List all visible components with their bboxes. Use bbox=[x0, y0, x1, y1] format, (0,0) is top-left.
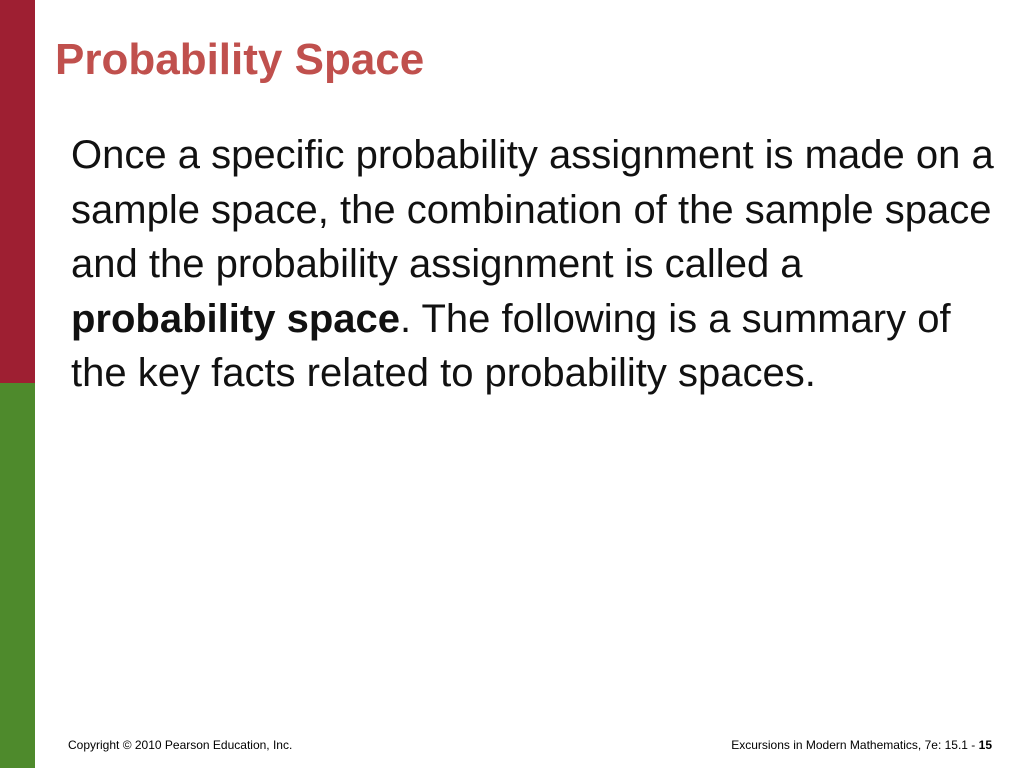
slide-title: Probability Space bbox=[55, 35, 425, 84]
footer-copyright: Copyright © 2010 Pearson Education, Inc. bbox=[68, 738, 293, 752]
footer-book-reference bbox=[731, 738, 992, 752]
footer-book-title: Excursions in Modern Mathematics, 7e: 15.1 - bbox=[731, 738, 979, 752]
body-text-after: . The following is a summary of the key facts related to probability spaces. bbox=[71, 296, 951, 395]
footer-page-number: 15 bbox=[978, 738, 992, 752]
accent-bar-red bbox=[0, 0, 35, 383]
body-term-bold: probability space bbox=[71, 296, 400, 341]
accent-bar-green bbox=[0, 383, 35, 768]
body-text-before: Once a specific probability assignment is made on a sample space, the combination of the sample space and the probability assignment is called a bbox=[71, 133, 994, 286]
slide-body-text bbox=[71, 128, 1001, 401]
